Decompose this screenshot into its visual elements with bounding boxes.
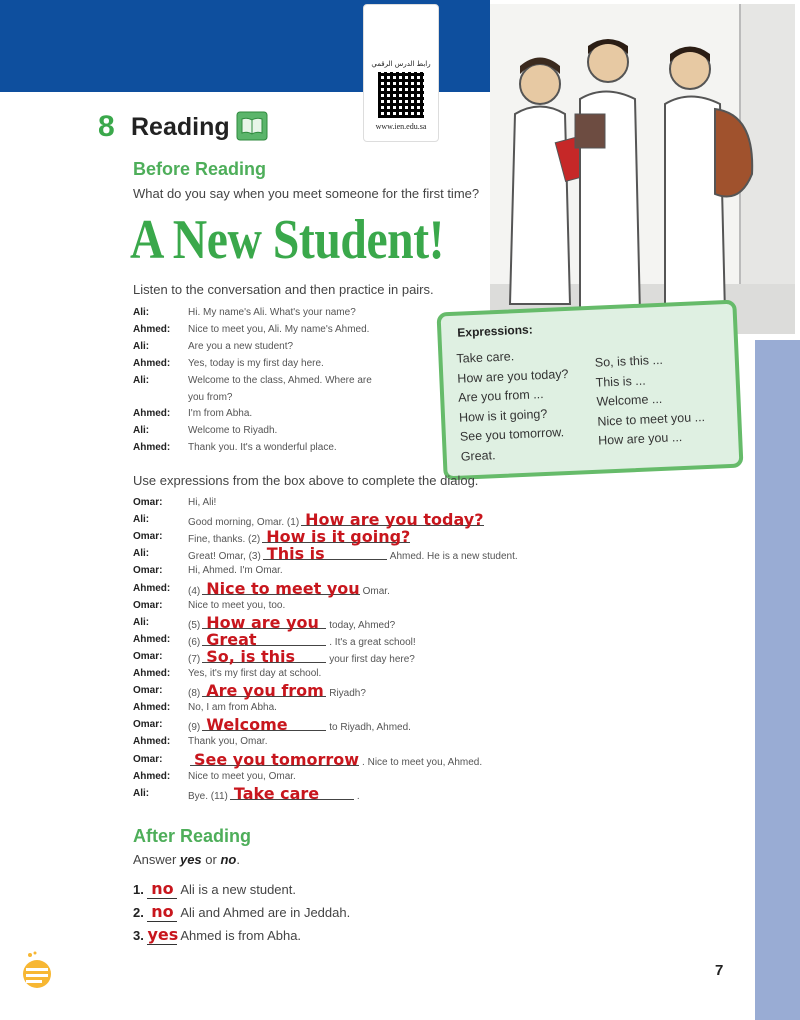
qr-code-icon xyxy=(378,72,424,118)
answer-field[interactable]: See you tomorrow xyxy=(190,754,359,766)
qr-label: رابط الدرس الرقمي xyxy=(371,60,431,68)
story-title: A New Student! xyxy=(130,209,445,271)
expressions-heading: Expressions: xyxy=(457,322,533,340)
after-reading-heading: After Reading xyxy=(133,826,252,846)
expressions-col-1 xyxy=(456,345,572,467)
instruction-listen: Listen to the conversation and then practice in pairs. xyxy=(133,282,434,297)
lesson-title: Reading xyxy=(131,113,230,141)
answer-field[interactable]: How are you xyxy=(202,617,326,629)
expression-item: How are you ... xyxy=(597,430,683,448)
expression-item: So, is this ... xyxy=(594,352,664,370)
question-item: 1. no Ali is a new student. xyxy=(133,879,296,898)
qr-url: www.ien.edu.sa xyxy=(375,122,427,131)
expression-item: Take care. xyxy=(456,349,515,366)
expression-item: Great. xyxy=(460,447,496,464)
after-reading-instruction: Answer yes or no. xyxy=(133,852,240,867)
expression-item: Are you from ... xyxy=(457,387,544,405)
expression-item: See you tomorrow. xyxy=(459,425,565,444)
side-bar xyxy=(755,340,800,1020)
answer-field[interactable]: yes xyxy=(147,925,179,944)
book-icon xyxy=(236,111,268,141)
answer-field[interactable]: How is it going? xyxy=(262,531,410,543)
answer-field[interactable]: Nice to meet you xyxy=(202,583,359,595)
question-item: 3. yes Ahmed is from Abha. xyxy=(133,925,302,944)
answer-field[interactable]: Welcome xyxy=(202,719,326,731)
expression-item: How is it going? xyxy=(458,406,548,425)
question-item: 2. no Ali and Ahmed are in Jeddah. xyxy=(133,902,351,921)
expression-item: Nice to meet you ... xyxy=(597,409,706,429)
publisher-logo-icon xyxy=(20,950,54,990)
instruction-complete: Use expressions from the box above to complete the dialog. xyxy=(133,473,479,488)
before-reading-heading: Before Reading xyxy=(133,159,267,179)
before-reading-question: What do you say when you meet someone for the first time? xyxy=(133,186,480,201)
answer-field[interactable]: So, is this xyxy=(202,651,326,663)
answer-field[interactable]: Take care xyxy=(230,788,354,800)
answer-field[interactable]: no xyxy=(147,879,177,899)
answer-field[interactable]: Are you from xyxy=(202,685,326,697)
expressions-col-2 xyxy=(594,349,706,451)
expression-item: This is ... xyxy=(595,373,646,390)
answer-field[interactable]: Great xyxy=(202,634,326,646)
expression-item: How are you today? xyxy=(457,366,569,386)
expressions-box xyxy=(436,300,743,481)
qr-code-panel[interactable] xyxy=(363,4,439,142)
answer-field[interactable]: no xyxy=(147,902,177,922)
lesson-number: 8 xyxy=(98,110,115,143)
page-number: 7 xyxy=(715,962,724,979)
answer-field[interactable]: How are you today? xyxy=(301,514,483,526)
students-illustration xyxy=(490,4,795,334)
expression-item: Welcome ... xyxy=(596,391,663,409)
answer-field[interactable]: This is xyxy=(263,548,387,560)
